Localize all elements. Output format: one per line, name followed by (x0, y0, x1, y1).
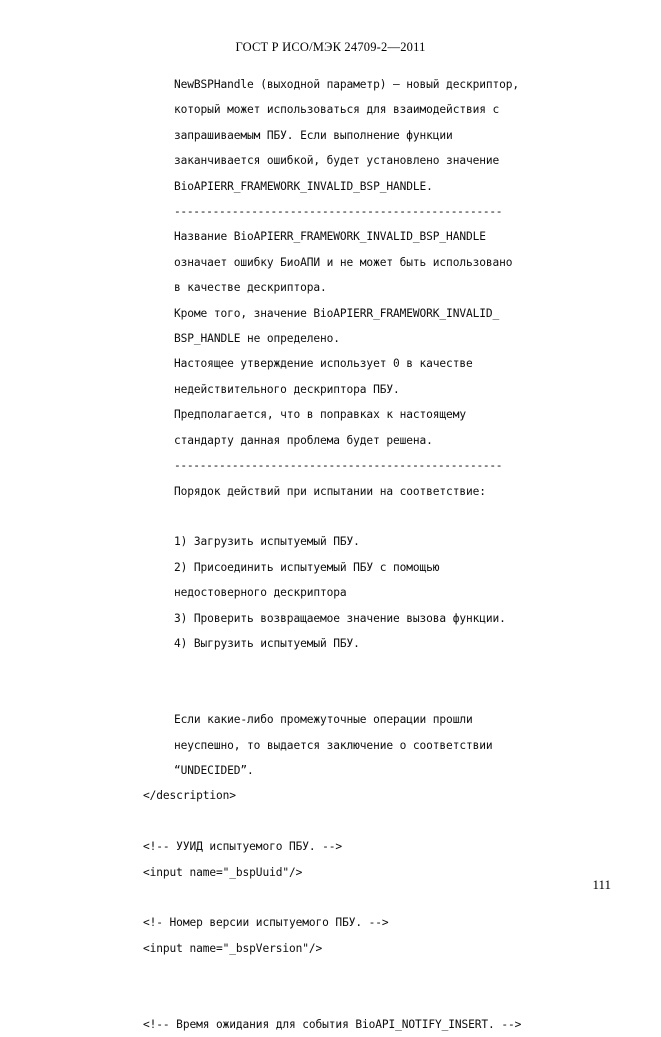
document-line: Настоящее утверждение использует 0 в качестве (174, 357, 473, 371)
document-line: Название BioAPIERR_FRAMEWORK_INVALID_BSP_HANDLE (174, 230, 486, 244)
document-line: <!-- УУИД испытуемого ПБУ. --> (143, 840, 343, 854)
document-line: 1) Загрузить испытуемый ПБУ. (174, 535, 360, 549)
document-line: --------------------------------------------------- (174, 459, 503, 473)
document-line: который может использоваться для взаимодействия с (174, 103, 500, 117)
document-line: <input name="_bspUuid"/> (143, 865, 303, 879)
document-line: недействительного дескриптора ПБУ. (174, 382, 400, 396)
document-line (174, 682, 613, 707)
document-line: </description> (143, 789, 236, 803)
document-line: <!-- Время ожидания для события BioAPI_NOTIFY_INSERT. --> (143, 1018, 522, 1032)
document-body (143, 72, 613, 1037)
document-line: BSP_HANDLE не определено. (174, 332, 340, 346)
document-line: в качестве дескриптора. (174, 281, 327, 295)
document-line: недостоверного дескриптора (174, 586, 347, 600)
document-line: запрашиваемым ПБУ. Если выполнение функции (174, 128, 453, 142)
document-line: неуспешно, то выдается заключение о соответствии (174, 738, 493, 752)
document-line: Предполагается, что в поправках к настоящему (174, 408, 466, 422)
document-line: <!- Номер версии испытуемого ПБУ. --> (143, 916, 389, 930)
document-line: 3) Проверить возвращаемое значение вызова функции. (174, 611, 506, 625)
document-line (143, 809, 613, 834)
document-line (143, 961, 613, 986)
document-line: 2) Присоединить испытуемый ПБУ с помощью (174, 560, 440, 574)
document-line: означает ошибку БиоАПИ и не может быть использовано (174, 255, 513, 269)
document-line (143, 987, 613, 1012)
document-line (143, 885, 613, 910)
document-line: Кроме того, значение BioAPIERR_FRAMEWORK_INVALID_ (174, 306, 500, 320)
document-line: “UNDECIDED”. (174, 763, 254, 777)
document-line: стандарту данная проблема будет решена. (174, 433, 433, 447)
document-line: --------------------------------------------------- (174, 205, 503, 219)
document-line (174, 504, 613, 529)
document-line: 4) Выгрузить испытуемый ПБУ. (174, 636, 360, 650)
page-number: 111 (592, 877, 611, 892)
document-line: <input name="_bspVersion"/> (143, 941, 323, 955)
document-line (174, 656, 613, 681)
document-line: Порядок действий при испытании на соответствие: (174, 484, 486, 498)
document-line: Если какие-либо промежуточные операции прошли (174, 713, 473, 727)
document-line: заканчивается ошибкой, будет установлено значение (174, 154, 500, 168)
document-line: NewBSPHandle (выходной параметр) – новый дескриптор, (174, 78, 520, 91)
page-header: ГОСТ Р ИСО/МЭК 24709-2—2011 (235, 40, 426, 54)
document-line: BioAPIERR_FRAMEWORK_INVALID_BSP_HANDLE. (174, 179, 433, 193)
